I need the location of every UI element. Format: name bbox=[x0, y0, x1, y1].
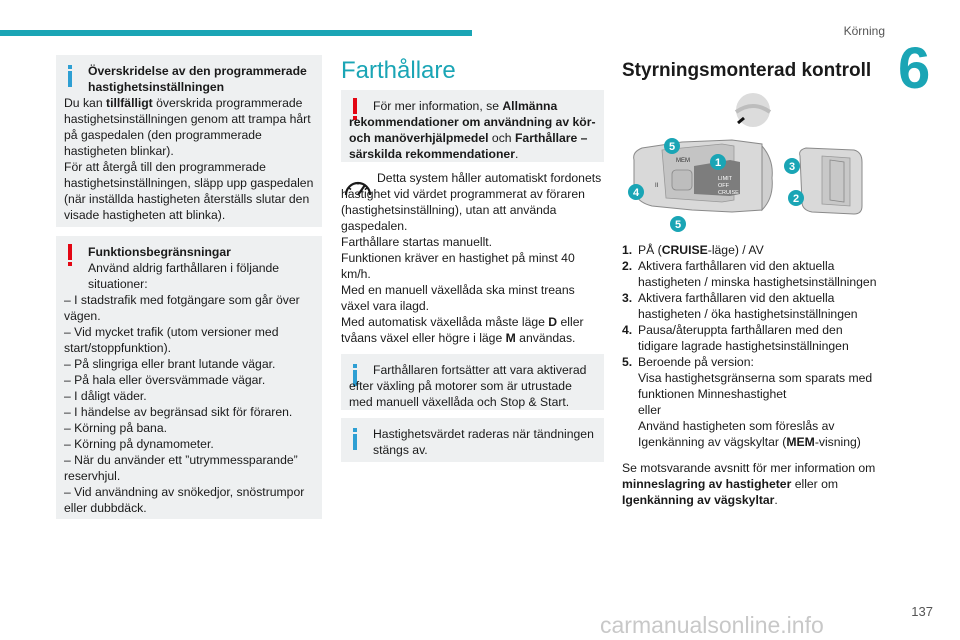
callout-4 bbox=[628, 184, 644, 200]
svg-text:3: 3 bbox=[788, 161, 796, 173]
paragraph: Farthållaren fortsätter att vara aktiverad efter växling på motorer som är utrustade med manuell växellåda och Stop & Start. bbox=[349, 363, 587, 409]
list-item: – Vid användning av snökedjor, snöstrumpor eller dubbdäck. bbox=[64, 485, 305, 515]
recommendation-warning-box bbox=[341, 90, 604, 162]
list-item: 1. PÅ (CRUISE-läge) / AV bbox=[622, 243, 764, 257]
list-item: – I stadstrafik med fotgängare som går över vägen. bbox=[64, 293, 300, 323]
paragraph: Du kan tillfälligt överskrida programmerade hastighetsinställningen genom att trampa hårt på gaspedalen (den programmerade hastigheten blinkar). bbox=[64, 96, 311, 158]
control-list bbox=[622, 242, 884, 508]
stop-start-info-box bbox=[341, 354, 604, 410]
overspeed-info-box bbox=[56, 55, 322, 227]
svg-text:1: 1 bbox=[714, 157, 722, 169]
paragraph: Farthållare startas manuellt. bbox=[341, 235, 493, 249]
paragraph: För mer information, se Allmänna rekommendationer om användning av kör- och manöverhjälpmedel och Farthållare – särskilda rekommendationer. bbox=[349, 99, 596, 161]
paragraph: Detta system håller automatiskt fordonets hastighet vid värdet programmerat av föraren (hastighetsinställning), utan att använda gaspedalen. bbox=[341, 171, 602, 233]
section-title: Styrningsmonterad kontroll bbox=[622, 60, 872, 81]
mem-label: MEM bbox=[676, 158, 690, 164]
ignition-info-box bbox=[341, 418, 604, 462]
cruise-description bbox=[341, 170, 604, 346]
stalk-side-view bbox=[800, 148, 862, 214]
paragraph: För att återgå till den programmerade hastighetsinställningen, släpp upp gaspedalen (när inställda hastigheten återställs slutar den visade hastigheten att blinka). bbox=[64, 160, 314, 222]
paragraph: Se motsvarande avsnitt för mer information om minneslagring av hastigheter eller om Igenkänning av vägskyltar. bbox=[622, 461, 876, 507]
list-item: 3. Aktivera farthållaren vid den aktuella hastigheten / öka hastighetsinställningen bbox=[622, 291, 858, 321]
page-title: Farthållare bbox=[341, 57, 456, 84]
list-item: – Körning på dynamometer. bbox=[64, 437, 214, 451]
cruise-stalk bbox=[634, 140, 773, 212]
list-item: – Vid mycket trafik (utom versioner med start/stoppfunktion). bbox=[64, 325, 279, 355]
chapter-number: 6 bbox=[898, 36, 931, 101]
paragraph: Funktionen kräver en hastighet på minst 40 km/h. bbox=[341, 251, 575, 281]
paragraph: Använd aldrig farthållaren i följande situationer: bbox=[88, 261, 280, 291]
svg-text:4: 4 bbox=[632, 187, 640, 199]
limitations-warning-box bbox=[56, 236, 322, 519]
box-title: Överskridelse av den programmerade hastighetsinställningen bbox=[88, 64, 307, 94]
paragraph: Hastighetsvärdet raderas när tändningen stängs av. bbox=[373, 427, 594, 457]
list-item: 4. Pausa/återuppta farthållaren med den tidigare lagrade hastighetsinställningen bbox=[622, 323, 849, 353]
paragraph: Med en manuell växellåda ska minst treans växel vara ilagd. bbox=[341, 283, 575, 313]
svg-text:2: 2 bbox=[792, 193, 800, 205]
cruise-label: CRUISE bbox=[718, 190, 739, 196]
steering-control-figure bbox=[622, 90, 897, 240]
list-item: 5. Beroende på version: Visa hastighetsgränserna som sparats med funktionen Minneshastighet eller Använd hastigheten som föreslås av Igenkänning av vägskyltar (MEM-visning) bbox=[622, 355, 873, 449]
callout-5-top bbox=[664, 138, 680, 154]
list-item: – I dåligt väder. bbox=[64, 389, 147, 403]
limit-label: LIMIT bbox=[718, 176, 733, 182]
callout-2 bbox=[788, 190, 804, 206]
steering-wheel-icon bbox=[736, 93, 770, 127]
section-label: Körning bbox=[843, 24, 885, 38]
off-label: OFF bbox=[718, 183, 729, 189]
page-number: 137 bbox=[911, 604, 933, 619]
callout-5-bottom bbox=[670, 216, 686, 232]
list-item: 2. Aktivera farthållaren vid den aktuella hastigheten / minska hastighetsinställningen bbox=[622, 259, 877, 289]
box-title: Funktionsbegränsningar bbox=[88, 245, 231, 259]
svg-text:5: 5 bbox=[668, 141, 676, 153]
svg-text:5: 5 bbox=[674, 219, 682, 231]
callout-3 bbox=[784, 158, 800, 174]
list-item: – Körning på bana. bbox=[64, 421, 167, 435]
list-item: – På hala eller översvämmade vägar. bbox=[64, 373, 266, 387]
list-item: – I händelse av begränsad sikt för föraren. bbox=[64, 405, 293, 419]
watermark: carmanualsonline.info bbox=[600, 612, 824, 638]
list-item: – När du använder ett ”utrymmessparande” reservhjul. bbox=[64, 453, 298, 483]
header-accent-bar bbox=[0, 30, 472, 36]
list-item: – På slingriga eller brant lutande vägar. bbox=[64, 357, 276, 371]
limitations-list bbox=[64, 292, 314, 516]
callout-1 bbox=[710, 154, 726, 170]
pause-label: II bbox=[655, 183, 659, 189]
paragraph: Med automatisk växellåda måste läge D eller tvåans växel eller högre i läge M användas. bbox=[341, 315, 584, 345]
